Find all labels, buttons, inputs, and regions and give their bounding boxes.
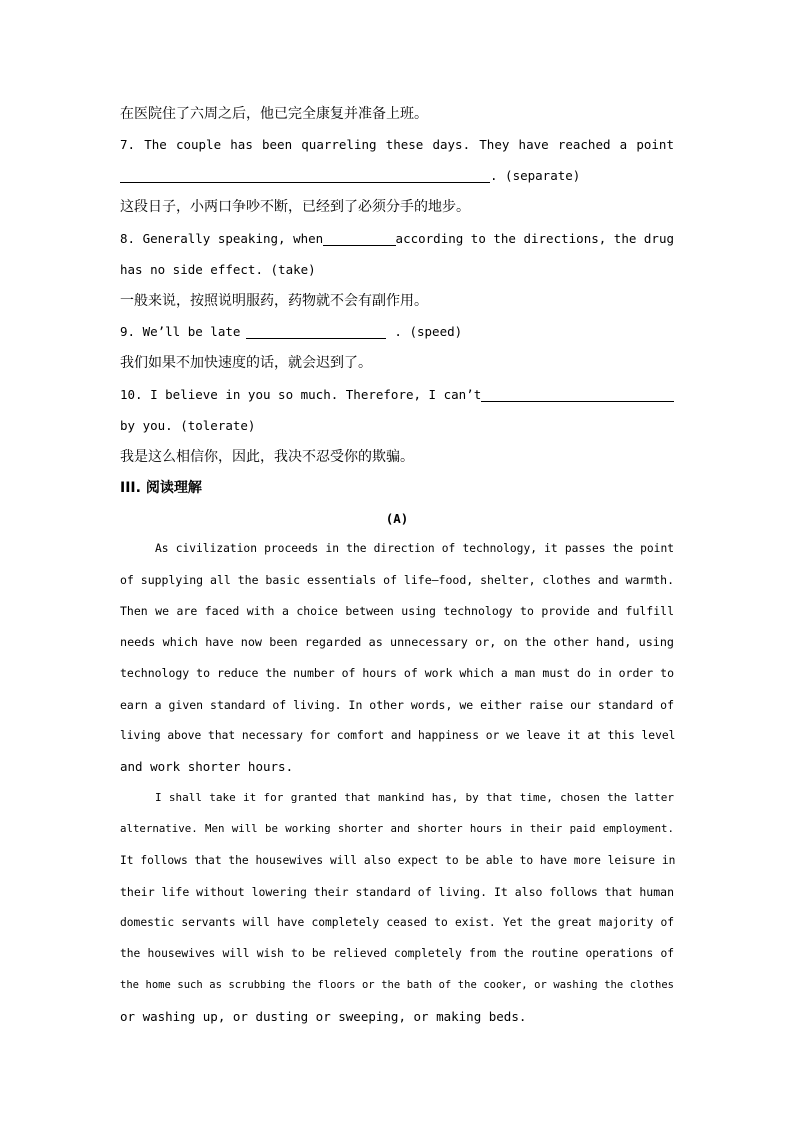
p1-line: living above that necessary for comfort and happiness or we leave it at this level (120, 729, 676, 742)
s7-word: The (144, 136, 167, 152)
p1-line: needs which have now been regarded as unnecessary or, on the other hand, using (120, 635, 674, 649)
s7-word: days. (432, 136, 471, 152)
s7-answer-blank[interactable] (120, 168, 490, 183)
p2-line: I shall take it for granted that mankind has, by that time, chosen the latter (155, 791, 674, 804)
s8-tail: according to the directions, the drug (395, 230, 674, 246)
p1-line: of supplying all the basic essentials of life—food, shelter, clothes and warmth. (120, 573, 674, 587)
p1-line: and work shorter hours. (120, 759, 294, 774)
s9-head: 9. We’ll be late (120, 323, 241, 339)
p2-line: or washing up, or dusting or sweeping, or making beds. (120, 1009, 527, 1024)
s6-chinese-text: 在医院住了六周之后，他已完全康复并准备上班。 (120, 106, 428, 122)
s7-tail: . (separate) (490, 167, 581, 183)
s7-word: reached (557, 136, 611, 152)
s7-number: 7. (120, 136, 136, 152)
s7-chinese (120, 194, 674, 218)
s6-chinese (120, 101, 674, 125)
passage-label (120, 506, 674, 530)
p2-line: It follows that the housewives will also expect to be able to have more leisure in (120, 854, 676, 867)
p1-line: As civilization proceeds in the direction of technology, it passes the point (155, 542, 674, 555)
s9-tail: . (speed) (394, 323, 463, 339)
section-heading-text: III. 阅读理解 (120, 480, 202, 496)
s7-line1 (120, 132, 674, 156)
s10-line2 (120, 413, 674, 437)
p1-line: earn a given standard of living. In other words, we either raise our standard of (120, 698, 674, 712)
p2-line: domestic servants will have completely ceased to exist. Yet the great majority of (120, 916, 674, 929)
s7-word: quarreling (301, 136, 377, 152)
passage-label-text: (A) (385, 510, 409, 526)
s8-chinese (120, 288, 674, 312)
s7-word: point (636, 136, 674, 152)
p2-line: the housewives will wish to be relieved completely from the routine operations of (120, 947, 674, 960)
p1-line: technology to reduce the number of hours of work which a man must do in order to (120, 666, 674, 680)
s9-answer-blank[interactable] (246, 324, 386, 339)
s7-line2 (120, 163, 674, 187)
section-heading (120, 475, 674, 499)
s7-word: a (619, 136, 628, 152)
s8-chinese-text: 一般来说，按照说明服药，药物就不会有副作用。 (120, 293, 428, 309)
s9-chinese-text: 我们如果不加快速度的话，就会迟到了。 (120, 355, 372, 371)
s10-answer-blank[interactable] (481, 387, 674, 402)
s7-word: these (385, 136, 424, 152)
s7-chinese-text: 这段日子，小两口争吵不断，已经到了必须分手的地步。 (120, 199, 470, 215)
s10-head: 10. I believe in you so much. Therefore, I can’t (120, 386, 482, 402)
s9-line1 (120, 319, 674, 343)
s8-answer-blank[interactable] (323, 231, 395, 246)
s7-word: They (479, 136, 510, 152)
p2-line: alternative. Men will be working shorter and shorter hours in their paid employment. (120, 822, 674, 835)
s7-word: has (230, 136, 253, 152)
s8-line1 (120, 226, 674, 250)
s8-line2 (120, 257, 674, 281)
p1-line: Then we are faced with a choice between using technology to provide and fulfill (120, 604, 674, 618)
s10-chinese-text: 我是这么相信你，因此，我决不忍受你的欺骗。 (120, 449, 414, 465)
s8-line2-text: has no side effect. (take) (120, 261, 316, 277)
s10-chinese (120, 444, 674, 468)
s9-chinese (120, 350, 674, 374)
s7-word: couple (175, 136, 222, 152)
s7-word: been (262, 136, 293, 152)
s10-line1 (120, 382, 674, 406)
s8-head: 8. Generally speaking, when (120, 230, 324, 246)
p2-line: their life without lowering their standard of living. It also follows that human (120, 885, 674, 899)
p2-line: the home such as scrubbing the floors or the bath of the cooker, or washing the clothes (120, 979, 674, 991)
s10-line2-text: by you. (tolerate) (120, 417, 256, 433)
s7-word: have (518, 136, 549, 152)
